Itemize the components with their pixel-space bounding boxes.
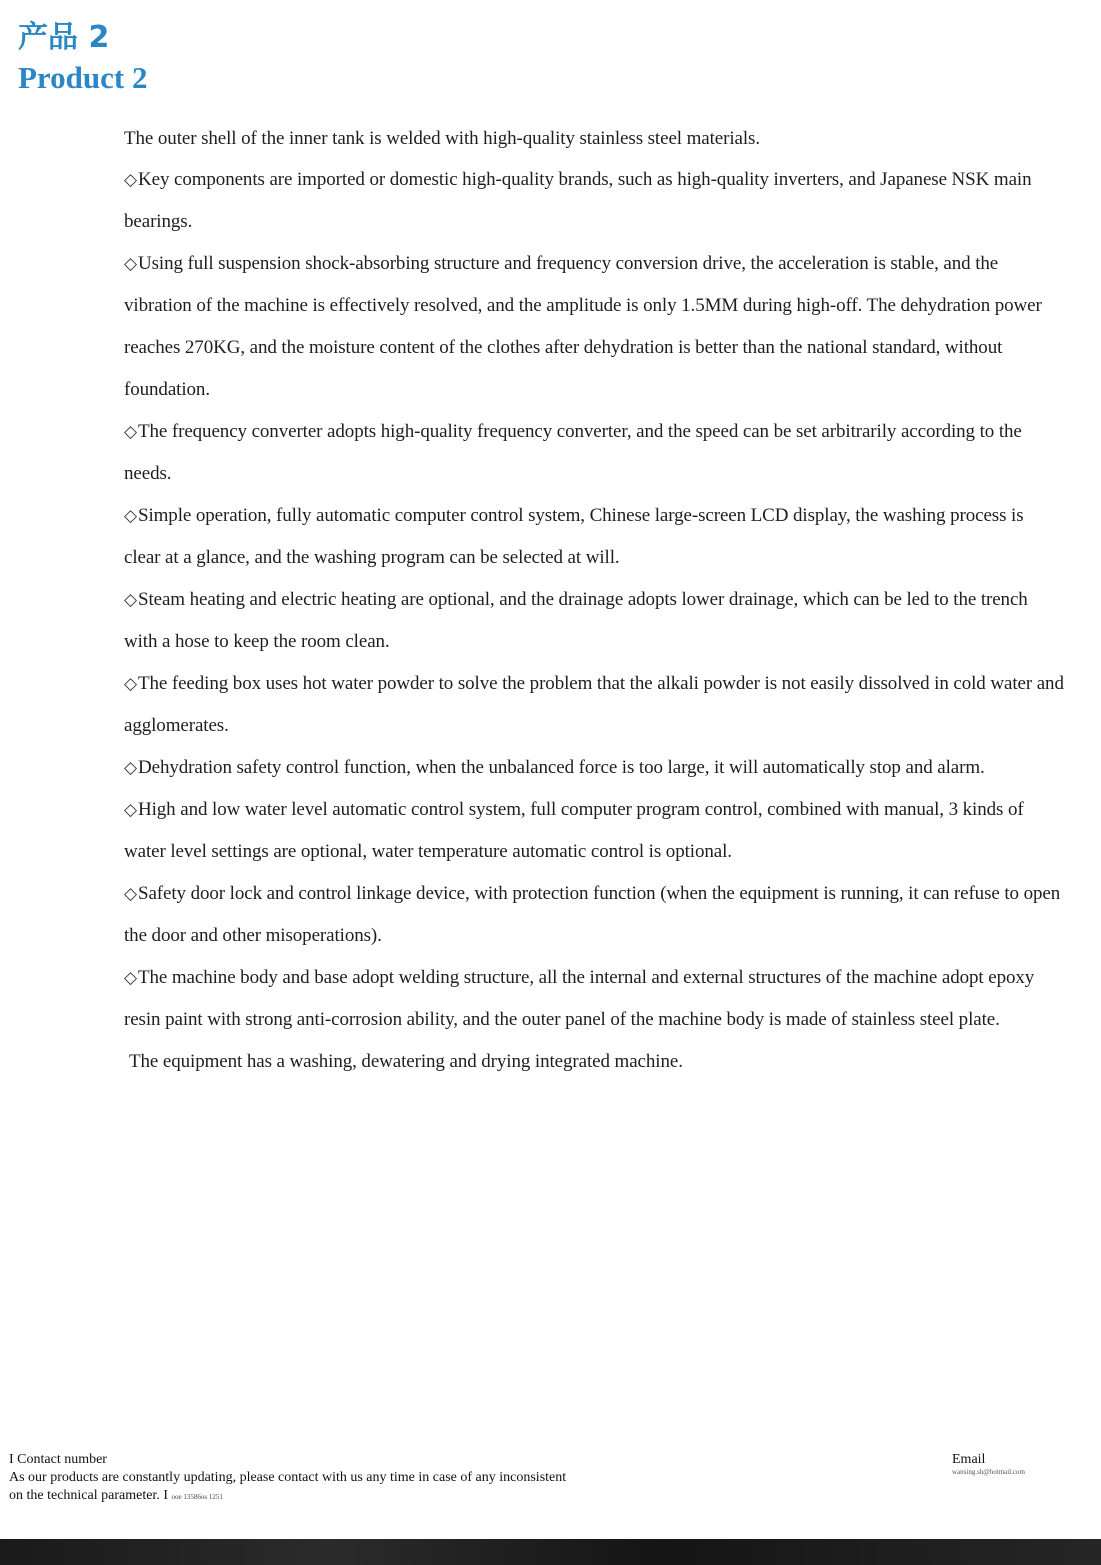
feature-item (124, 495, 1064, 579)
page-title-english: Product 2 (18, 60, 148, 95)
contact-label: I Contact number (9, 1452, 107, 1467)
bottom-bar (0, 1539, 1101, 1565)
feature-item (124, 789, 1064, 873)
diamond-bullet-icon: ◇ (124, 254, 137, 274)
notice-line-2 (9, 1487, 629, 1506)
feature-text: The machine body and base adopt welding structure, all the internal and external structures of the machine adopt epoxy resin paint with strong anti-corrosion ability, and the outer panel of the machine body is made of stainless steel plate. (124, 967, 1035, 1030)
feature-text: Using full suspension shock-absorbing structure and frequency conversion drive, the acceleration is stable, and the vibration of the machine is effectively resolved, and the amplitude is only 1.5MM during high-off. The dehydration power reaches 270KG, and the moisture content of the clothes after dehydration is better than the national standard, without foundation. (124, 253, 1042, 400)
page-title-chinese: 产品 2 (18, 20, 110, 55)
diamond-bullet-icon: ◇ (124, 758, 137, 778)
diamond-bullet-icon: ◇ (124, 884, 137, 904)
diamond-bullet-icon: ◇ (124, 674, 137, 694)
diamond-bullet-icon: ◇ (124, 800, 137, 820)
intro-paragraph: The outer shell of the inner tank is welded with high-quality stainless steel materials. (124, 128, 760, 149)
phone-number: ooe 13586os 1251 (171, 1493, 223, 1501)
feature-item (124, 579, 1064, 663)
feature-item (124, 663, 1064, 747)
product-description (124, 118, 1064, 1082)
diamond-bullet-icon: ◇ (124, 968, 137, 988)
feature-text: Steam heating and electric heating are optional, and the drainage adopts lower drainage, which can be led to the trench with a hose to keep the room clean. (124, 589, 1028, 652)
feature-text: Dehydration safety control function, when the unbalanced force is too large, it will automatically stop and alarm. (137, 757, 985, 778)
diamond-bullet-icon: ◇ (124, 170, 137, 190)
notice-line-2-text: on the technical parameter. I (9, 1488, 168, 1503)
feature-item (124, 411, 1064, 495)
feature-text: High and low water level automatic control system, full computer program control, combined with manual, 3 kinds of water level settings are optional, water temperature automatic control is optional. (124, 799, 1024, 862)
feature-text: Key components are imported or domestic high-quality brands, such as high-quality inverters, and Japanese NSK main bearings. (124, 169, 1032, 232)
diamond-bullet-icon: ◇ (124, 422, 137, 442)
diamond-bullet-icon: ◇ (124, 590, 137, 610)
feature-item (124, 243, 1064, 411)
feature-text: The feeding box uses hot water powder to solve the problem that the alkali powder is not easily dissolved in cold water and agglomerates. (124, 673, 1064, 736)
email-address[interactable]: wansing.sh@hotmail.com (952, 1468, 1025, 1476)
diamond-bullet-icon: ◇ (124, 506, 137, 526)
email-label: Email (952, 1452, 986, 1467)
feature-item (124, 747, 1064, 789)
feature-item (124, 957, 1064, 1041)
feature-text: Simple operation, fully automatic computer control system, Chinese large-screen LCD display, the washing process is clear at a glance, and the washing program can be selected at will. (124, 505, 1024, 568)
footer-contact (9, 1451, 629, 1506)
footer-email (952, 1451, 1072, 1477)
feature-item (124, 159, 1064, 243)
notice-line-1: As our products are constantly updating, please contact with us any time in case of any inconsistent (9, 1470, 567, 1485)
feature-item (124, 873, 1064, 957)
feature-text: The frequency converter adopts high-quality frequency converter, and the speed can be set arbitrarily according to the needs. (124, 421, 1022, 484)
feature-text: Safety door lock and control linkage device, with protection function (when the equipment is running, it can refuse to open the door and other misoperations). (124, 883, 1061, 946)
closing-paragraph: The equipment has a washing, dewatering and drying integrated machine. (129, 1051, 683, 1072)
